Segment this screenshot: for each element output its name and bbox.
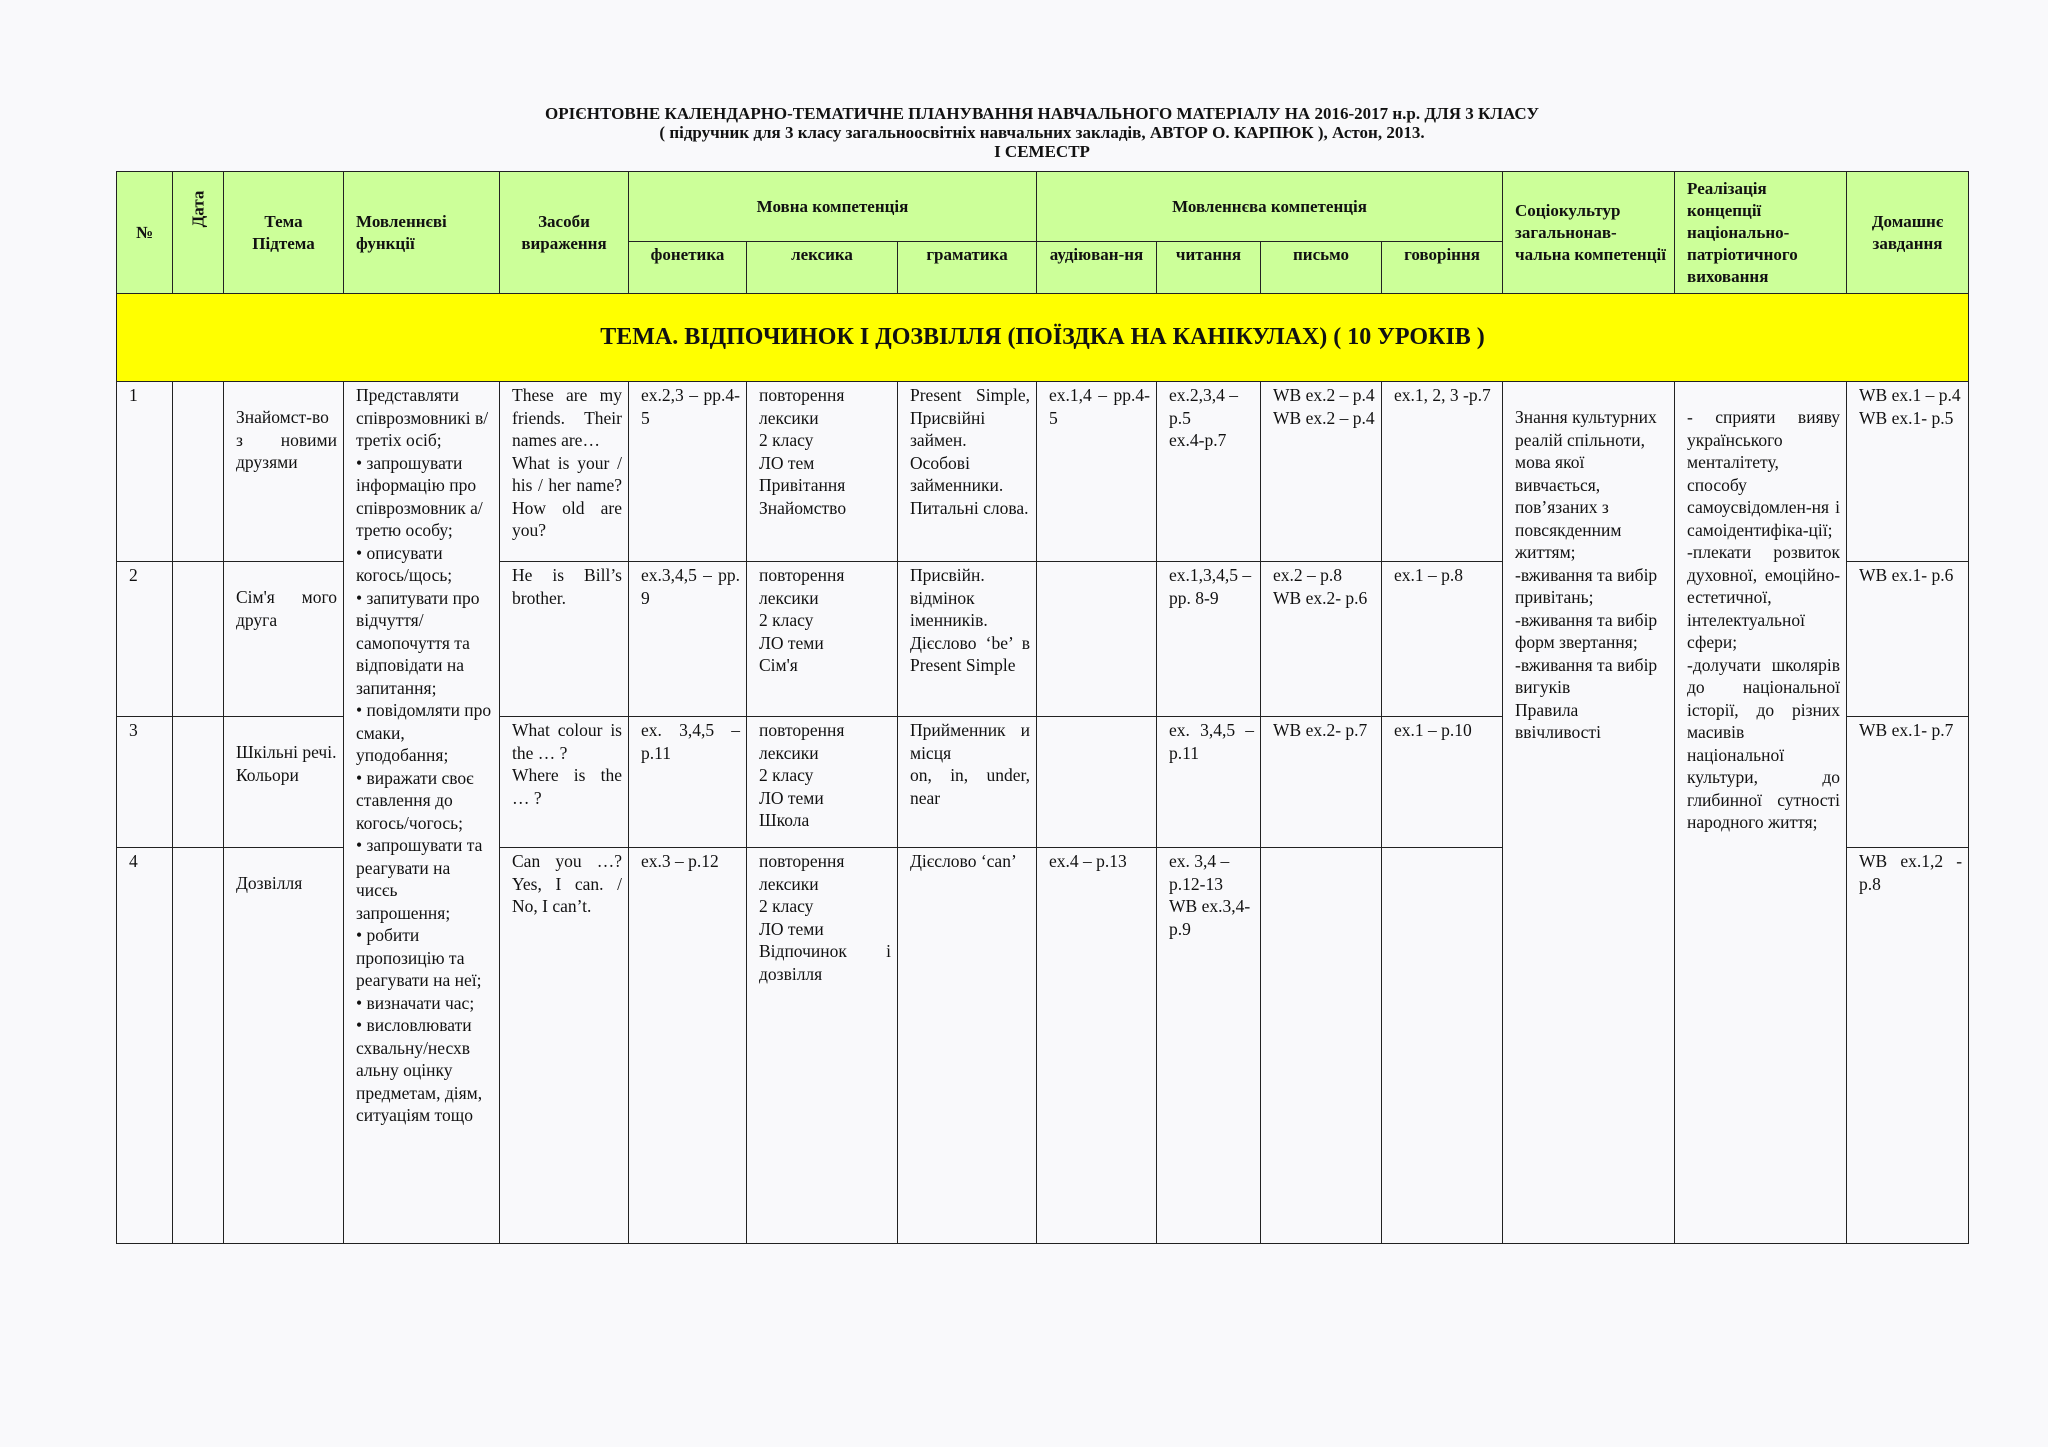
row-topic: Сім'я мого друга xyxy=(224,562,344,717)
row-speaking xyxy=(1382,848,1503,1244)
header-topic: Тема Підтема xyxy=(224,172,344,294)
row-listening: ex.4 – p.13 xyxy=(1037,848,1157,1244)
row-reading: ex. 3,4 – p.12-13 WB ex.3,4- p.9 xyxy=(1157,848,1261,1244)
row-date xyxy=(173,848,224,1244)
row-speaking: ex.1 – p.10 xyxy=(1382,717,1503,848)
row-date xyxy=(173,717,224,848)
row-reading: ex.1,3,4,5 – pp. 8-9 xyxy=(1157,562,1261,717)
header-listening: аудіюван-ня xyxy=(1037,242,1157,294)
title-line-3: І СЕМЕСТР xyxy=(994,142,1090,161)
header-functions: Мовленнєві функції xyxy=(344,172,500,294)
row-number: 3 xyxy=(117,717,173,848)
speech-functions-cell: Представляти співрозмовникі в/третіх осіб; • запрошувати інформацію про співрозмовник а/третю особу; • описувати когось/щось; • запитувати про відчуття/ самопочуття та відповідати на запитання; • повідомляти про смаки, уподобання; • виражати своє ставлення до когось/чогось; • запрошувати та реагувати на чисєь запрошення; • робити пропозицію та реагувати на неї; • визначати час; • висловлювати схвальну/несхв альну оцінку предметам, діям, ситуаціям тощо xyxy=(344,382,500,1244)
row-means: These are my friends. Their names are… What is your / his / her name? How old are you? xyxy=(500,382,629,562)
row-grammar: Дієслово ‘can’ xyxy=(898,848,1037,1244)
row-writing xyxy=(1261,848,1382,1244)
row-reading: ex.2,3,4 – p.5 ex.4-p.7 xyxy=(1157,382,1261,562)
row-listening xyxy=(1037,717,1157,848)
header-language-competence: Мовна компетенція xyxy=(629,172,1037,242)
row-number: 2 xyxy=(117,562,173,717)
patriotic-cell: - сприяти вияву українського менталітету, способу самоусвідомлен-ня і самоідентифіка-ції; -плекати розвиток духовної, емоційно-естетичної, інтелектуальної сфери; -долучати школярів до національної історії, до різних масивів національної культури, до глибинної сутності народного життя; xyxy=(1675,382,1847,1244)
row-phonetics: ex.3 – p.12 xyxy=(629,848,747,1244)
row-writing: ex.2 – p.8 WB ex.2- p.6 xyxy=(1261,562,1382,717)
row-vocabulary: повторення лексики 2 класу ЛО теми Сім'я xyxy=(747,562,898,717)
header-date: Дата xyxy=(173,172,224,294)
row-vocabulary: повторення лексики 2 класу ЛО теми Школа xyxy=(747,717,898,848)
row-reading: ex. 3,4,5 –p.11 xyxy=(1157,717,1261,848)
row-homework: WB ex.1 – p.4 WB ex.1- p.5 xyxy=(1847,382,1969,562)
row-homework: WB ex.1,2 -p.8 xyxy=(1847,848,1969,1244)
row-grammar: Present Simple, Присвійні займен. Особові займенники. Питальні слова. xyxy=(898,382,1037,562)
row-topic: Знайомст-во з новими друзями xyxy=(224,382,344,562)
document-title xyxy=(116,104,1968,161)
header-vocabulary: лексика xyxy=(747,242,898,294)
row-topic: Дозвілля xyxy=(224,848,344,1244)
topic-banner-row xyxy=(117,294,1969,382)
header-sociocultural: Соціокультур загальнонав-чальна компетенції xyxy=(1503,172,1675,294)
header-row-1 xyxy=(117,172,1969,242)
row-means: He is Bill’s brother. xyxy=(500,562,629,717)
header-means: Засоби вираження xyxy=(500,172,629,294)
header-patriotic: Реалізація концепції національно-патріотичного виховання xyxy=(1675,172,1847,294)
row-homework: WB ex.1- p.7 xyxy=(1847,717,1969,848)
row-writing: WB ex.2 – p.4 WB ex.2 – p.4 xyxy=(1261,382,1382,562)
row-phonetics: ex.3,4,5 – pp. 9 xyxy=(629,562,747,717)
header-writing: письмо xyxy=(1261,242,1382,294)
row-number: 1 xyxy=(117,382,173,562)
topic-banner: ТЕМА. ВІДПОЧИНОК І ДОЗВІЛЛЯ (ПОЇЗДКА НА КАНІКУЛАХ) ( 10 УРОКІВ ) xyxy=(117,294,1969,382)
row-grammar: Присвійн. відмінок іменників. Дієслово ‘be’ в Present Simple xyxy=(898,562,1037,717)
row-means: Can you …? Yes, I can. / No, I can’t. xyxy=(500,848,629,1244)
row-date xyxy=(173,382,224,562)
row-speaking: ex.1 – p.8 xyxy=(1382,562,1503,717)
header-speech-competence: Мовленнєва компетенція xyxy=(1037,172,1503,242)
planning-table xyxy=(116,171,1969,1244)
title-line-1: ОРІЄНТОВНЕ КАЛЕНДАРНО-ТЕМАТИЧНЕ ПЛАНУВАННЯ НАВЧАЛЬНОГО МАТЕРІАЛУ НА 2016-2017 н.р. ДЛЯ 3 КЛАСУ xyxy=(545,104,1539,123)
row-writing: WB ex.2- p.7 xyxy=(1261,717,1382,848)
row-vocabulary: повторення лексики 2 класу ЛО тем Привітання Знайомство xyxy=(747,382,898,562)
row-topic: Шкільні речі. Кольори xyxy=(224,717,344,848)
title-line-2: ( підручник для 3 класу загальноосвітніх навчальних закладів, АВТОР О. КАРПЮК ), Астон, 2013. xyxy=(659,123,1425,142)
row-vocabulary: повторення лексики 2 класу ЛО теми Відпочинок і дозвілля xyxy=(747,848,898,1244)
table-row xyxy=(117,382,1969,562)
header-grammar: граматика xyxy=(898,242,1037,294)
row-phonetics: ex.2,3 – pp.4-5 xyxy=(629,382,747,562)
row-number: 4 xyxy=(117,848,173,1244)
row-speaking: ex.1, 2, 3 -p.7 xyxy=(1382,382,1503,562)
row-grammar: Прийменник и місця on, in, under, near xyxy=(898,717,1037,848)
header-num: № xyxy=(117,172,173,294)
row-listening: ex.1,4 – pp.4-5 xyxy=(1037,382,1157,562)
row-phonetics: ex. 3,4,5 – p.11 xyxy=(629,717,747,848)
row-listening xyxy=(1037,562,1157,717)
sociocultural-cell: Знання культурних реалій спільноти, мова якої вивчається, пов’язаних з повсякденним життям; -вживання та вибір привітань; -вживання та вибір форм звертання; -вживання та вибір вигуків Правила ввічливості xyxy=(1503,382,1675,1244)
row-date xyxy=(173,562,224,717)
header-homework: Домашнє завдання xyxy=(1847,172,1969,294)
header-phonetics: фонетика xyxy=(629,242,747,294)
row-means: What colour is the … ? Where is the … ? xyxy=(500,717,629,848)
header-reading: читання xyxy=(1157,242,1261,294)
header-speaking: говоріння xyxy=(1382,242,1503,294)
row-homework: WB ex.1- p.6 xyxy=(1847,562,1969,717)
